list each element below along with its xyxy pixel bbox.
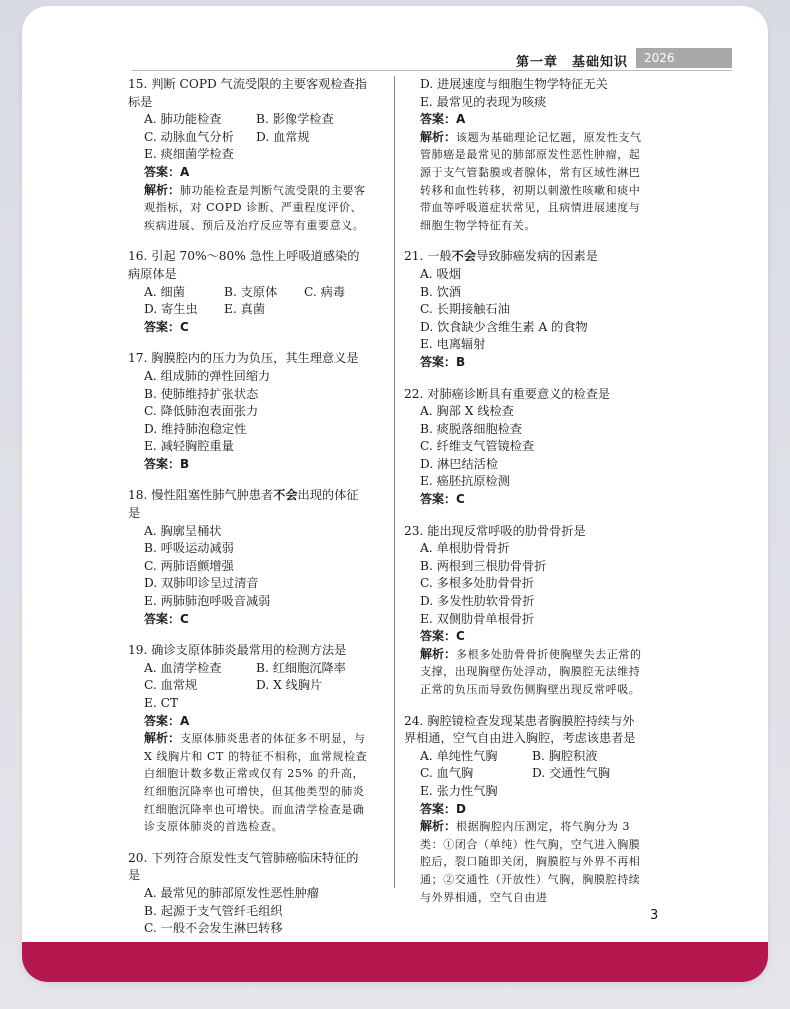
option: B. 起源于支气管纤毛组织 xyxy=(144,903,283,918)
option: D. 血常规 xyxy=(256,129,310,144)
option: C. 一般不会发生淋巴转移 xyxy=(144,921,283,936)
option: C. 长期接触石油 xyxy=(420,302,510,317)
question-stem xyxy=(128,487,368,522)
option: A. 单根肋骨骨折 xyxy=(420,541,510,556)
option: C. 动脉血气分析 xyxy=(144,129,234,144)
option: E. 电离辐射 xyxy=(420,337,486,352)
page-number: 3 xyxy=(650,908,659,923)
explanation-text: 支原体肺炎患者的体征多不明显，与 X 线胸片和 CT 的特征不相称，血常规检查白细胞计数多数正常或仅有 25% 的升高，红细胞沉降率也可增快，但其他类型的肺炎红细胞沉降率也可增快。而血清学检查是确诊支原体肺炎的首选检查。 xyxy=(144,732,368,834)
option-row xyxy=(128,660,368,678)
option: C. 纤维支气管镜检查 xyxy=(420,439,535,454)
question-stem: 19. 确诊支原体肺炎最常用的检测方法是 xyxy=(128,643,347,658)
explanation-text: 根据胸腔内压测定，将气胸分为 3 类：①闭合（单纯）性气胸，空气进入胸膜腔后，裂口随即关闭，胸膜腔与外界不再相通；②交通性（开放性）气胸，胸膜腔持续与外界相通，空气自由进 xyxy=(420,820,641,904)
explanation-text: 肺功能检查是判断气流受限的主要客观指标，对 COPD 诊断、严重程度评价、疾病进展、预后及治疗反应等有重要意义。 xyxy=(144,183,366,232)
explanation-label: 解析： xyxy=(144,731,181,746)
option: D. 维持肺泡稳定性 xyxy=(144,421,247,436)
option: E. 痰细菌学检查 xyxy=(144,147,234,162)
option: B. 影像学检查 xyxy=(256,112,334,127)
explanation-label: 解析： xyxy=(420,646,457,661)
explanation-label: 解析： xyxy=(144,182,181,197)
option: E. 癌胚抗原检测 xyxy=(420,474,510,489)
option: E. 最常见的表现为咳痰 xyxy=(420,94,547,109)
column-divider xyxy=(394,76,395,888)
option-row xyxy=(128,284,368,302)
question-16 xyxy=(128,248,368,336)
option-row xyxy=(128,677,368,695)
question-stem: 17. 胸膜腔内的压力为负压，其生理意义是 xyxy=(128,351,359,366)
stem-text: 出现的体征是 xyxy=(128,488,359,521)
question-stem: 22. 对肺癌诊断具有重要意义的检查是 xyxy=(404,386,611,401)
page-header xyxy=(132,48,732,71)
stem-text: 18. 慢性阻塞性肺气肿患者 xyxy=(128,488,274,503)
option: A. 单纯性气胸 xyxy=(420,748,498,763)
option: A. 组成肺的弹性回缩力 xyxy=(144,368,271,383)
option: D. X 线胸片 xyxy=(256,678,323,693)
explanation-label: 解析： xyxy=(420,129,457,144)
option: E. 张力性气胸 xyxy=(420,783,498,798)
option-row xyxy=(404,765,644,783)
option: B. 饮酒 xyxy=(420,284,462,299)
explanation xyxy=(128,182,368,235)
right-column xyxy=(404,76,644,920)
answer: 答案：C xyxy=(144,319,189,334)
question-19 xyxy=(128,642,368,836)
question-22 xyxy=(404,386,644,509)
option-row xyxy=(128,129,368,147)
question-stem: 15. 判断 COPD 气流受限的主要客观检查指标是 xyxy=(128,77,367,109)
option: B. 红细胞沉降率 xyxy=(256,660,346,675)
option: C. 降低肺泡表面张力 xyxy=(144,404,259,419)
question-stem: 20. 下列符合原发性支气管肺癌临床特征的是 xyxy=(128,850,359,883)
question-24 xyxy=(404,713,644,907)
explanation xyxy=(404,646,644,699)
option: A. 肺功能检查 xyxy=(144,112,222,127)
option: A. 血清学检查 xyxy=(144,660,222,675)
option: B. 两根到三根肋骨骨折 xyxy=(420,558,547,573)
option: E. 两肺肺泡呼吸音减弱 xyxy=(144,594,271,609)
option: E. 真菌 xyxy=(224,302,266,317)
left-column xyxy=(128,76,368,952)
explanation xyxy=(128,730,368,836)
question-18 xyxy=(128,487,368,628)
stem-emphasis: 不会 xyxy=(451,249,477,264)
option: E. 减轻胸腔重量 xyxy=(144,439,234,454)
explanation-label: 解析： xyxy=(420,819,457,834)
answer: 答案：C xyxy=(420,629,465,644)
option: D. 多发性肋软骨骨折 xyxy=(420,594,535,609)
stem-text: 21. 一般 xyxy=(404,249,452,264)
option: B. 胸腔积液 xyxy=(532,748,598,763)
option-row xyxy=(128,301,368,319)
question-stem xyxy=(404,248,644,266)
option: C. 病毒 xyxy=(304,284,346,299)
option: E. CT xyxy=(144,696,179,710)
option: A. 胸部 X 线检查 xyxy=(420,404,514,419)
explanation xyxy=(404,129,644,235)
option: A. 细菌 xyxy=(144,284,185,299)
explanation-text: 该题为基础理论记忆题，原发性支气管肺癌是最常见的肺部原发性恶性肿瘤，起源于支气管黏膜或者腺体，常有区域性淋巴转移和血性转移，初期以刺激性咳嗽和痰中带血等呼吸道症状常见，且病情进展速度与细胞生物学特征有关。 xyxy=(420,130,642,232)
answer: 答案：A xyxy=(144,713,190,728)
option: D. 寄生虫 xyxy=(144,302,198,317)
option: A. 胸廓呈桶状 xyxy=(144,523,222,538)
option: A. 最常见的肺部原发性恶性肿瘤 xyxy=(144,885,319,900)
question-20 xyxy=(128,850,368,938)
answer: 答案：C xyxy=(420,492,465,507)
answer: 答案：D xyxy=(420,801,466,816)
option: A. 吸烟 xyxy=(420,266,461,281)
answer: 答案：C xyxy=(144,611,189,626)
option: B. 痰脱落细胞检查 xyxy=(420,421,523,436)
option-row xyxy=(404,748,644,766)
option: C. 两肺语颤增强 xyxy=(144,558,234,573)
option: C. 血气胸 xyxy=(420,766,474,781)
option: B. 呼吸运动减弱 xyxy=(144,541,234,556)
stem-emphasis: 不会 xyxy=(273,488,298,503)
option: C. 多根多处肋骨骨折 xyxy=(420,576,535,591)
question-stem: 23. 能出现反常呼吸的肋骨骨折是 xyxy=(404,523,586,538)
question-20-continued xyxy=(404,76,644,234)
option-row xyxy=(128,111,368,129)
option: D. 交通性气胸 xyxy=(532,766,611,781)
option: D. 淋巴结活检 xyxy=(420,456,499,471)
option: E. 双侧肋骨单根骨折 xyxy=(420,611,535,626)
question-stem: 16. 引起 70%～80% 急性上呼吸道感染的病原体是 xyxy=(128,249,360,281)
question-21 xyxy=(404,248,644,371)
option: C. 血常规 xyxy=(144,678,198,693)
question-stem: 24. 胸腔镜检查发现某患者胸膜腔持续与外界相通，空气自由进入胸腔，考虑该患者是 xyxy=(404,713,636,746)
stem-text: 导致肺癌发病的因素是 xyxy=(476,249,598,264)
option: D. 饮食缺少含维生素 A 的食物 xyxy=(420,319,588,334)
question-23 xyxy=(404,523,644,699)
answer: 答案：A xyxy=(144,164,190,179)
answer: 答案：B xyxy=(144,456,190,471)
footer-bar xyxy=(22,942,768,982)
option: B. 支原体 xyxy=(224,284,278,299)
chapter-title: 第一章 基础知识 xyxy=(515,55,628,70)
option: B. 使肺维持扩张状态 xyxy=(144,386,259,401)
book-page xyxy=(22,6,768,982)
answer: 答案：A xyxy=(420,112,466,127)
option: D. 进展速度与细胞生物学特征无关 xyxy=(420,77,608,91)
year-badge: 2026 xyxy=(636,48,732,68)
question-17 xyxy=(128,350,368,473)
explanation xyxy=(404,818,644,906)
explanation-text: 多根多处肋骨骨折使胸壁失去正常的支撑，出现胸壁伤处浮动，胸膜腔无法维持正常的负压而导致伤侧胸壁出现反常呼吸。 xyxy=(420,647,642,696)
answer: 答案：B xyxy=(420,354,466,369)
question-15 xyxy=(128,76,368,234)
option: D. 双肺叩诊呈过清音 xyxy=(144,576,259,591)
